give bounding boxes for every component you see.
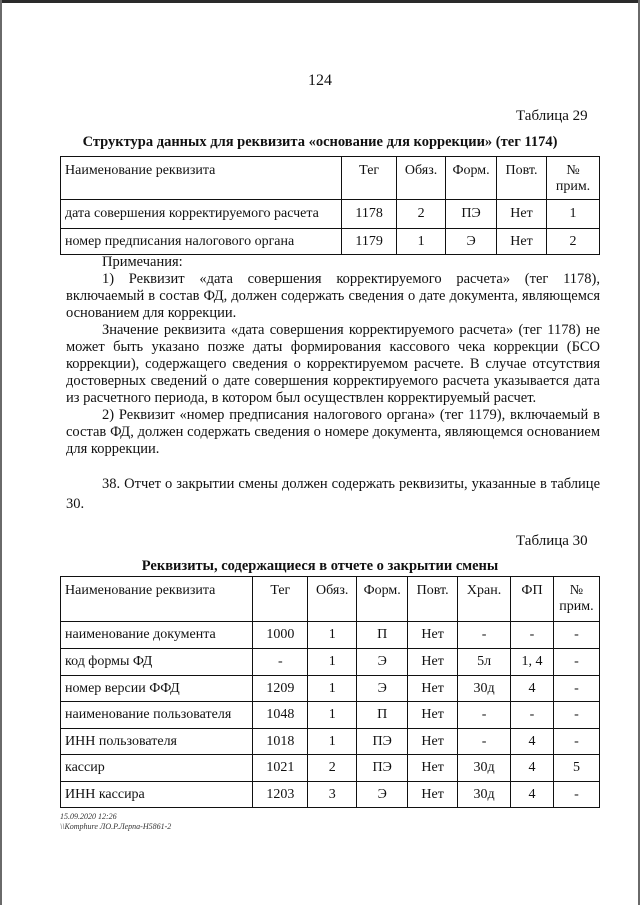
header-name: Наименование реквизита — [61, 157, 342, 200]
header-repeat: Повт. — [408, 577, 458, 622]
cell-name: код формы ФД — [61, 649, 253, 676]
header-note-no-line2: прим. — [559, 599, 594, 614]
table-30-header-row — [61, 577, 600, 622]
cell-name: ИНН кассира — [61, 782, 253, 808]
cell-format: ПЭ — [357, 755, 408, 782]
cell-tag: 1000 — [253, 622, 308, 649]
cell-tag: 1178 — [342, 200, 397, 229]
table-30 — [60, 576, 600, 808]
cell-fp: 4 — [511, 755, 554, 782]
table-30-caption: Таблица 30 — [516, 533, 588, 549]
header-format: Форм. — [357, 577, 408, 622]
cell-repeat: Нет — [408, 622, 458, 649]
cell-name: кассир — [61, 755, 253, 782]
cell-note-no: - — [553, 702, 599, 729]
cell-repeat: Нет — [497, 229, 547, 255]
cell-name: номер предписания налогового органа — [61, 229, 342, 255]
cell-fp: 4 — [511, 676, 554, 702]
cell-storage: 30д — [458, 676, 511, 702]
notes-block — [66, 254, 600, 458]
table-row — [61, 676, 600, 702]
cell-storage: - — [458, 729, 511, 755]
note-1-continuation: Значение реквизита «дата совершения корректируемого расчета» (тег 1178) не может быть указано позже даты формирования кассового чека коррекции (БСО коррекции), содержащего сведения о корректируемом расчете. В случае отсутствия достоверных сведений о дате совершения корректируемого расчета указывается дата из расчетного периода, в котором был осуществлен корректируемый расчет. — [66, 322, 600, 406]
cell-required: 3 — [308, 782, 357, 808]
cell-storage: 30д — [458, 755, 511, 782]
cell-repeat: Нет — [408, 755, 458, 782]
cell-fp: 4 — [511, 729, 554, 755]
table-row — [61, 649, 600, 676]
header-required: Обяз. — [397, 157, 446, 200]
header-note-no — [553, 577, 599, 622]
header-name: Наименование реквизита — [61, 577, 253, 622]
cell-note-no: - — [553, 622, 599, 649]
cell-format: П — [357, 622, 408, 649]
cell-name: номер версии ФФД — [61, 676, 253, 702]
header-tag: Тег — [253, 577, 308, 622]
cell-storage: 5л — [458, 649, 511, 676]
cell-repeat: Нет — [497, 200, 547, 229]
footer-timestamp: 15.09.2020 12:26 — [60, 812, 117, 821]
cell-note-no: - — [553, 729, 599, 755]
cell-fp: - — [511, 702, 554, 729]
cell-tag: - — [253, 649, 308, 676]
note-2: 2) Реквизит «номер предписания налогового органа» (тег 1179), включаемый в состав ФД, должен содержать сведения о номере документа, являющемся основанием для коррекции. — [66, 407, 600, 457]
header-note-no — [547, 157, 600, 200]
header-format: Форм. — [446, 157, 497, 200]
cell-note-no: 5 — [553, 755, 599, 782]
cell-fp: 1, 4 — [511, 649, 554, 676]
cell-note-no: - — [553, 649, 599, 676]
cell-repeat: Нет — [408, 676, 458, 702]
cell-format: ПЭ — [446, 200, 497, 229]
table-row — [61, 782, 600, 808]
cell-tag: 1179 — [342, 229, 397, 255]
cell-fp: 4 — [511, 782, 554, 808]
cell-required: 2 — [308, 755, 357, 782]
cell-repeat: Нет — [408, 782, 458, 808]
header-fp: ФП — [511, 577, 554, 622]
cell-note-no: 1 — [547, 200, 600, 229]
cell-repeat: Нет — [408, 649, 458, 676]
cell-tag: 1209 — [253, 676, 308, 702]
cell-required: 1 — [308, 676, 357, 702]
cell-format: Э — [357, 782, 408, 808]
header-tag: Тег — [342, 157, 397, 200]
header-repeat: Повт. — [497, 157, 547, 200]
table-row — [61, 200, 600, 229]
header-note-no-line2: прим. — [555, 179, 591, 194]
cell-fp: - — [511, 622, 554, 649]
table-row — [61, 729, 600, 755]
table-29-title: Структура данных для реквизита «основание для коррекции» (тег 1174) — [82, 134, 558, 150]
cell-name: наименование пользователя — [61, 702, 253, 729]
header-storage: Хран. — [458, 577, 511, 622]
cell-repeat: Нет — [408, 729, 458, 755]
cell-tag: 1021 — [253, 755, 308, 782]
cell-format: П — [357, 702, 408, 729]
cell-format: ПЭ — [357, 729, 408, 755]
table-30-title: Реквизиты, содержащиеся в отчете о закрытии смены — [141, 558, 499, 574]
table-row — [61, 622, 600, 649]
cell-repeat: Нет — [408, 702, 458, 729]
cell-required: 1 — [397, 229, 446, 255]
cell-name: наименование документа — [61, 622, 253, 649]
cell-required: 1 — [308, 702, 357, 729]
header-note-no-line1: № — [569, 583, 584, 598]
notes-heading: Примечания: — [102, 254, 183, 270]
cell-format: Э — [446, 229, 497, 255]
paragraph-38: 38. Отчет о закрытии смены должен содержать реквизиты, указанные в таблице 30. — [66, 476, 600, 512]
cell-required: 1 — [308, 729, 357, 755]
table-row — [61, 229, 600, 255]
page-edge-top — [0, 0, 640, 3]
table-29-header-row — [61, 157, 600, 200]
table-row — [61, 755, 600, 782]
cell-storage: - — [458, 622, 511, 649]
table-row — [61, 702, 600, 729]
header-note-no-line1: № — [566, 163, 580, 178]
cell-format: Э — [357, 676, 408, 702]
cell-storage: 30д — [458, 782, 511, 808]
cell-name: ИНН пользователя — [61, 729, 253, 755]
page-number: 124 — [308, 72, 332, 89]
table-29-caption: Таблица 29 — [516, 108, 588, 124]
cell-tag: 1203 — [253, 782, 308, 808]
cell-storage: - — [458, 702, 511, 729]
cell-required: 1 — [308, 622, 357, 649]
cell-required: 1 — [308, 649, 357, 676]
cell-tag: 1018 — [253, 729, 308, 755]
cell-note-no: - — [553, 676, 599, 702]
cell-format: Э — [357, 649, 408, 676]
note-1: 1) Реквизит «дата совершения корректируемого расчета» (тег 1178), включаемый в состав ФД, должен содержать сведения о дате документа, являющемся основанием для коррекции. — [66, 271, 600, 321]
footer-file-path: \\Komphure ЛО.Р.Лерпа-Н5861-2 — [60, 822, 172, 831]
cell-name: дата совершения корректируемого расчета — [61, 200, 342, 229]
header-required: Обяз. — [308, 577, 357, 622]
cell-note-no: - — [553, 782, 599, 808]
table-29 — [60, 156, 600, 255]
cell-tag: 1048 — [253, 702, 308, 729]
cell-required: 2 — [397, 200, 446, 229]
cell-note-no: 2 — [547, 229, 600, 255]
